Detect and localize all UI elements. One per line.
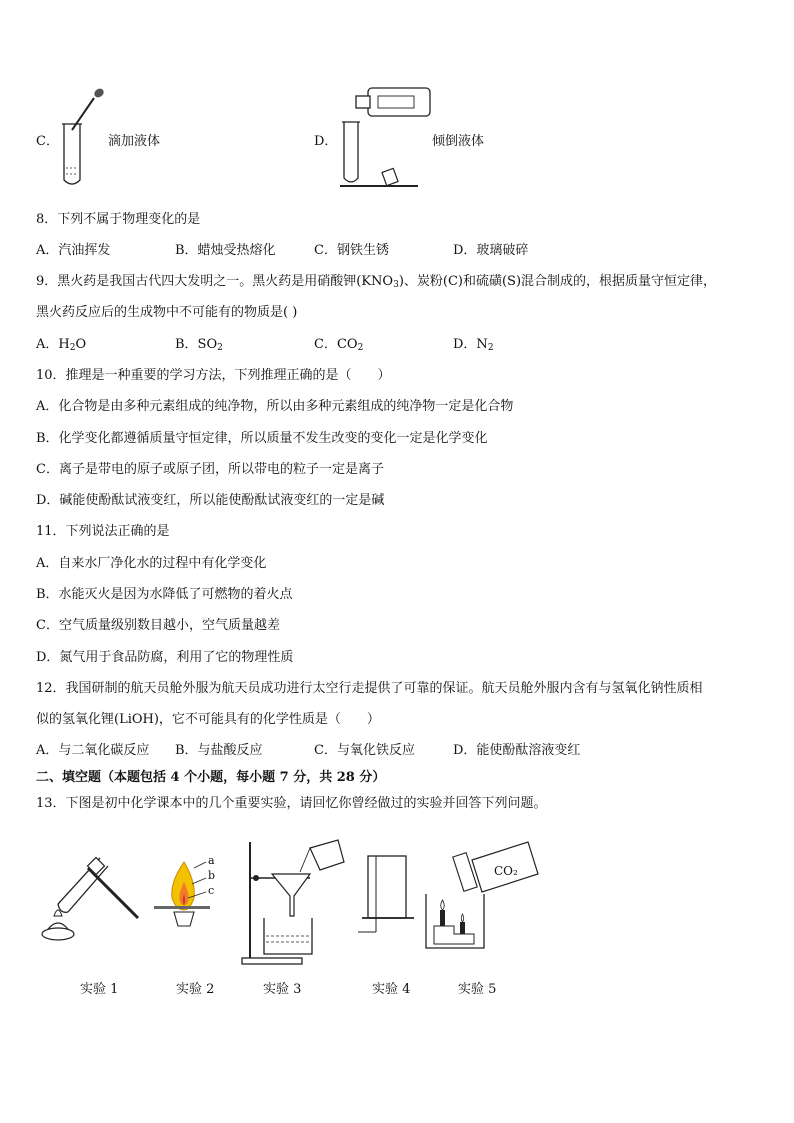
q11-option-c: C．空气质量级别数目越小，空气质量越差	[36, 618, 280, 633]
option-d-letter: D．	[314, 134, 338, 149]
q8-option-a: A．汽油挥发	[36, 243, 111, 258]
q10-option-a: A．化合物是由多种元素组成的纯净物，所以由多种元素组成的纯净物一定是化合物	[36, 399, 514, 414]
q10-option-c: C．离子是带电的原子或原子团，所以带电的粒子一定是离子	[36, 462, 384, 477]
q9-option-a: A．$H_2O$	[36, 337, 87, 353]
q9-line-2: 黑火药反应后的生成物中不可能有的物质是( )	[36, 305, 298, 320]
option-d-label: 倾倒液体	[432, 134, 485, 149]
caption-experiment-4: 实验 4	[372, 982, 411, 997]
pouring-liquid-figure	[338, 82, 438, 192]
caption-experiment-2: 实验 2	[176, 982, 215, 997]
q11-stem: 11．下列说法正确的是	[36, 524, 170, 539]
experiment-5-figure	[420, 834, 550, 954]
q11-option-a: A．自来水厂净化水的过程中有化学变化	[36, 556, 267, 571]
q8-stem: 8．下列不属于物理变化的是	[36, 212, 201, 227]
q13-stem: 13．下图是初中化学课本中的几个重要实验，请回忆你曾经做过的实验并回答下列问题。	[36, 796, 547, 811]
section-2-heading: 二、填空题（本题包括 4 个小题，每小题 7 分，共 28 分）	[36, 770, 386, 785]
q12-line-2: 似的氢氧化锂(LiOH)，它不可能具有的化学性质是（ ）	[36, 712, 380, 727]
q12-option-d: D．能使酚酞溶液变红	[453, 743, 581, 758]
q12-option-b: B．与盐酸反应	[175, 743, 263, 758]
q12-option-c: C．与氧化铁反应	[314, 743, 415, 758]
q9-option-d: D．$N_2$	[453, 337, 494, 353]
flame-label-c: c	[208, 884, 215, 897]
experiment-3-figure	[240, 832, 350, 967]
option-c-label: 滴加液体	[108, 134, 161, 149]
experiment-4-figure	[354, 852, 424, 947]
q9-option-b: B．$SO_2$	[175, 337, 223, 353]
experiment-1-figure	[38, 842, 148, 952]
co2-label: CO₂	[494, 864, 518, 878]
q8-option-d: D．玻璃破碎	[453, 243, 529, 258]
q8-option-c: C．钢铁生锈	[314, 243, 389, 258]
option-c-letter: C．	[36, 134, 59, 149]
flame-label-b: b	[208, 869, 216, 882]
q9-option-c: C．$CO_2$	[314, 337, 364, 353]
q11-option-b: B．水能灭火是因为水降低了可燃物的着火点	[36, 587, 293, 602]
q11-option-d: D．氮气用于食品防腐，利用了它的物理性质	[36, 650, 294, 665]
q9-line-1: 9．黑火药是我国古代四大发明之一。黑火药是用硝酸钾$(KNO_3)$、炭粉(C)和硫磺(S)混合制成的，根据质量守恒定律，	[36, 274, 717, 290]
q12-option-a: A．与二氧化碳反应	[36, 743, 150, 758]
q10-option-b: B．化学变化都遵循质量守恒定律，所以质量不发生改变的变化一定是化学变化	[36, 431, 488, 446]
q12-line-1: 12．我国研制的航天员舱外服为航天员成功进行太空行走提供了可靠的保证。航天员舱外服内含有与氢氧化钠性质相	[36, 681, 703, 696]
q10-option-d: D．碱能使酚酞试液变红，所以能使酚酞试液变红的一定是碱	[36, 493, 385, 508]
caption-experiment-3: 实验 3	[263, 982, 302, 997]
caption-experiment-5: 实验 5	[458, 982, 497, 997]
caption-experiment-1: 实验 1	[80, 982, 119, 997]
q8-option-b: B．蜡烛受热熔化	[175, 243, 276, 258]
flame-label-a: a	[208, 854, 215, 867]
q10-stem: 10．推理是一种重要的学习方法，下列推理正确的是（ ）	[36, 368, 391, 383]
